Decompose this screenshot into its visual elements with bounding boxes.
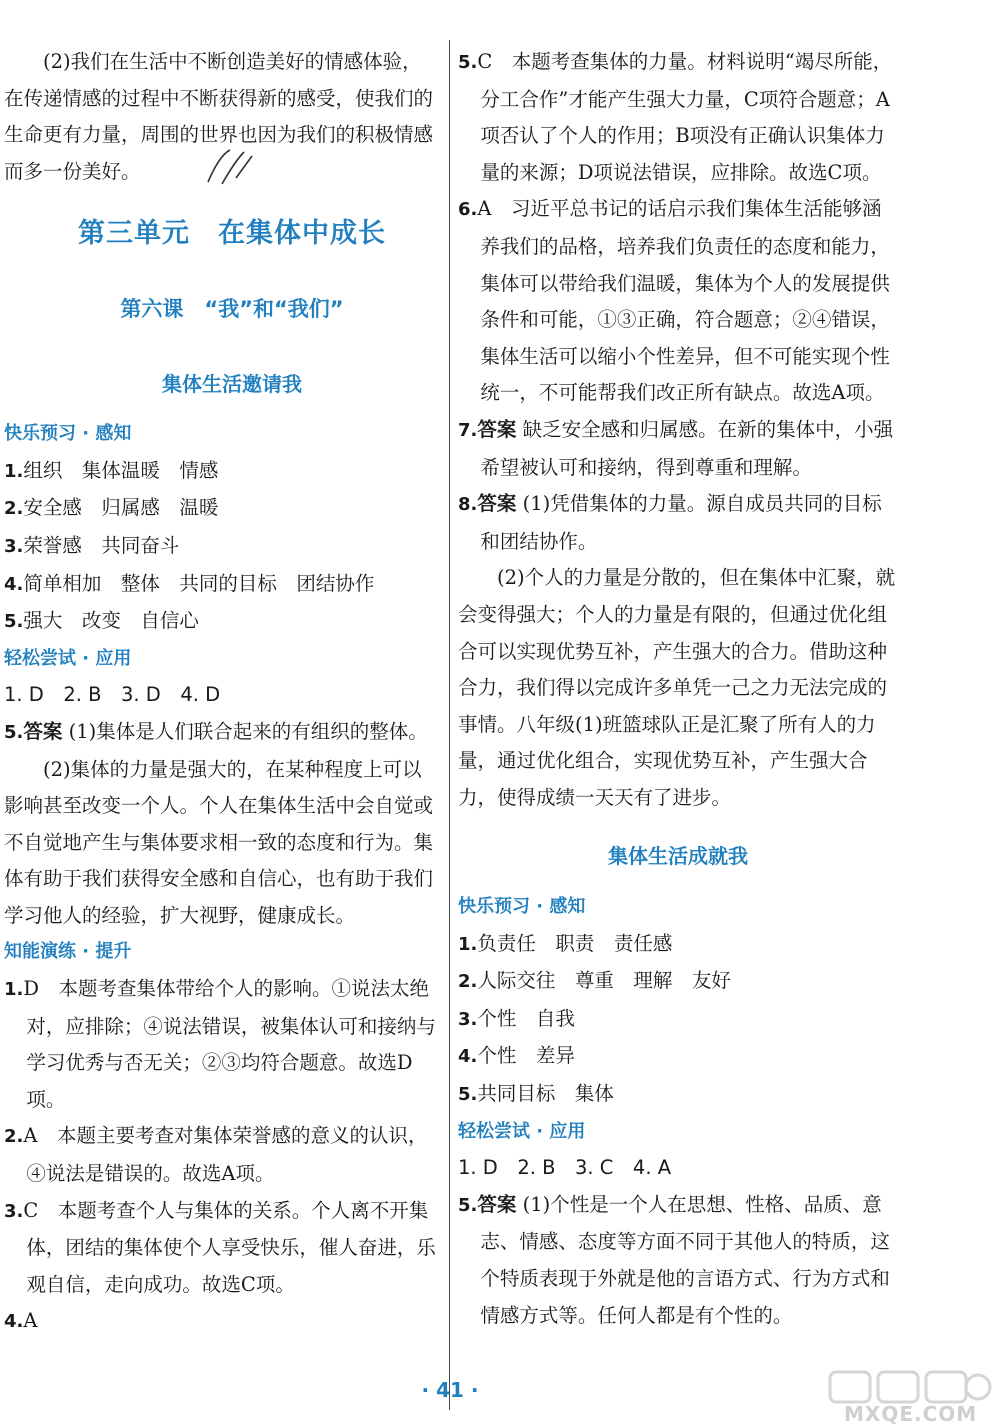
topic-title: 集体生活成就我 — [608, 844, 748, 869]
topic-title: 集体生活邀请我 — [162, 371, 302, 396]
right-column — [458, 44, 898, 1334]
section-heading-try: 轻松尝试 · 应用 — [4, 647, 132, 669]
list-item: 1.组织 集体温暖 情感 — [4, 458, 219, 482]
list-item: 4.A — [4, 1309, 38, 1333]
multiple-choice-answers: 1. D 2. B 3. C 4. A — [458, 1156, 672, 1180]
watermark-icon — [826, 1370, 996, 1404]
lesson-title: 第六课 “我”和“我们” — [120, 296, 344, 321]
preview-answer-list — [458, 926, 898, 1114]
list-item: 5.C 本题考查集体的力量。材料说明“竭尽所能，分工合作”才能产生强大力量，C项符合题意；A项否认了个人的作用；B项没有正确认识集体力量的来源；D项说法错误，应排除。故选C项。 — [458, 50, 893, 184]
answer-label: 答案 — [477, 417, 517, 441]
section-heading-preview: 快乐预习 · 感知 — [458, 896, 586, 918]
list-item: 4.个性 差异 — [458, 1044, 575, 1068]
column-divider — [449, 40, 450, 1410]
list-item: 2.A 本题主要考查对集体荣誉感的意义的认识，④说法是错误的。故选A项。 — [4, 1124, 428, 1186]
list-item: 3.荣誉感 共同奋斗 — [4, 533, 180, 557]
list-item: 1.D 本题考查集体带给个人的影响。①说法太绝对，应排除；④说法错误，被集体认可和接纳与学习优秀与否无关；②③均符合题意。故选D项。 — [4, 977, 436, 1111]
unit-title: 第三单元 在集体中成长 — [78, 218, 386, 250]
list-item: 5.强大 改变 自信心 — [4, 609, 199, 633]
watermark-logo — [826, 1370, 996, 1424]
list-item: 3.C 本题考查个人与集体的关系。个人离不开集体，团结的集体使个人享受快乐，催人奋进，乐观自信，走向成功。故选C项。 — [4, 1198, 436, 1296]
practice-answer-list — [4, 971, 440, 1341]
answer-item: 7.答案 缺乏安全感和归属感。在新的集体中，小强希望被认可和接纳，得到尊重和理解。 — [458, 417, 894, 479]
section-heading-practice: 知能演练 · 提升 — [4, 941, 132, 963]
practice-answer-list-continued — [458, 44, 898, 412]
list-item: 1.负责任 职责 责任感 — [458, 931, 673, 955]
list-item: 5.共同目标 集体 — [458, 1082, 614, 1106]
answer-item: 8.答案 (1)凭借集体的力量。源自成员共同的目标和团结协作。 — [458, 492, 882, 553]
answer-label: 答案 — [477, 492, 517, 516]
list-item: 6.A 习近平总书记的话启示我们集体生活能够涵养我们的品格，培养我们负责任的态度和能力，集体可以带给我们温暖，集体为个人的发展提供条件和可能，①③正确，符合题意；②④错误，集体生活可以缩小个性差异，但不可能实现个性统一，不可能帮我们改正所有缺点。故选A项。 — [458, 197, 890, 405]
list-item: 4.简单相加 整体 共同的目标 团结协作 — [4, 571, 375, 595]
left-column — [4, 44, 440, 1341]
multiple-choice-answers: 1. D 2. B 3. D 4. D — [4, 683, 221, 707]
answer-label: 答案 — [477, 1192, 517, 1216]
list-item: 2.人际交往 尊重 理解 友好 — [458, 969, 731, 993]
section-heading-try: 轻松尝试 · 应用 — [458, 1120, 586, 1142]
continued-paragraph: (2)我们在生活中不断创造美好的情感体验，在传递情感的过程中不断获得新的感受，使我们的生命更有力量，周围的世界也因为我们的积极情感而多一份美好。 — [4, 50, 434, 183]
list-item: 2.安全感 归属感 温暖 — [4, 496, 219, 520]
watermark-text: MXQE.COM — [844, 1402, 978, 1426]
answer-item: 5.答案 (1)集体是人们联合起来的有组织的整体。 — [4, 719, 428, 743]
page-number: · 41 · — [421, 1378, 479, 1402]
answer-paragraph: (2)集体的力量是强大的，在某种程度上可以影响甚至改变一个人。个人在集体生活中会自觉或不自觉地产生与集体要求相一致的态度和行为。集体有助于我们获得安全感和自信心，也有助于我们学习他人的经验，扩大视野，健康成长。 — [4, 757, 434, 927]
handwritten-scribble — [200, 148, 260, 188]
section-heading-preview: 快乐预习 · 感知 — [4, 423, 132, 445]
answer-paragraph: (2)个人的力量是分散的，但在集体中汇聚，就会变得强大；个人的力量是有限的，但通过优化组合可以实现优势互补，产生强大的合力。借助这种合力，我们得以完成许多单凭一己之力无法完成的事情。八年级(1)班篮球队正是汇聚了所有人的力量，通过优化组合，实现优势互补，产生强大合力，使得成绩一天天有了进步。 — [458, 566, 896, 809]
preview-answer-list — [4, 453, 440, 641]
answer-item: 5.答案 (1)个性是一个人在思想、性格、品质、意志、情感、态度等方面不同于其他人的特质，这个特质表现于外就是他的言语方式、行为方式和情感方式等。任何人都是有个性的。 — [458, 1192, 890, 1327]
answer-label: 答案 — [23, 719, 63, 743]
list-item: 3.个性 自我 — [458, 1006, 575, 1030]
